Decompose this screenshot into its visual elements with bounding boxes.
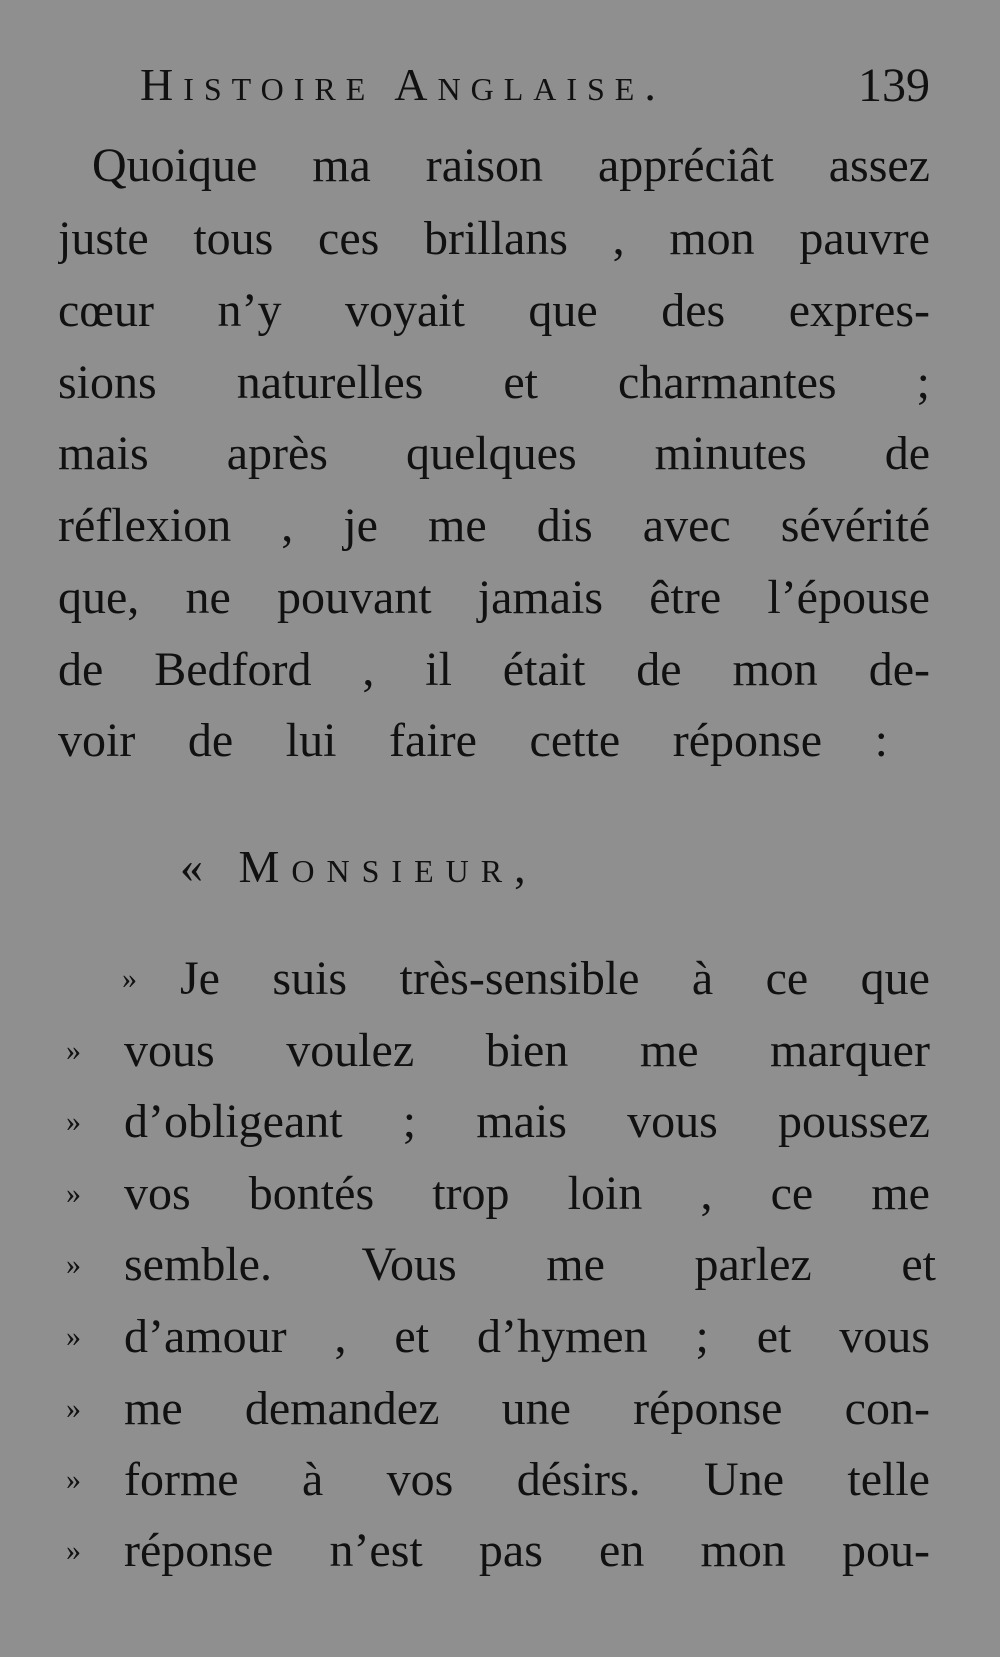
word: après [226, 427, 328, 480]
text-line [58, 425, 930, 483]
word: vos [386, 1453, 454, 1506]
word: parlez [694, 1238, 812, 1291]
word: il [425, 643, 452, 696]
word: désirs. [516, 1453, 641, 1506]
word: de [58, 643, 104, 696]
word: bien [485, 1024, 569, 1077]
word: telle [847, 1453, 930, 1506]
word: semble. [124, 1238, 272, 1291]
word: être [649, 571, 722, 624]
word: Une [704, 1453, 784, 1506]
word: n’y [217, 284, 282, 337]
word: réponse [672, 714, 822, 767]
word: réponse [633, 1382, 783, 1435]
word: et [503, 356, 538, 409]
word: sions [58, 356, 157, 409]
word: con- [844, 1382, 930, 1435]
word: et [394, 1310, 430, 1363]
word: suis [272, 952, 348, 1005]
word: faire [389, 714, 477, 767]
word: juste [58, 212, 149, 265]
letter-line [124, 1022, 930, 1080]
word: pauvre [799, 212, 930, 265]
word: sévérité [780, 499, 930, 552]
word: à [691, 952, 714, 1005]
letter-line [124, 1236, 936, 1294]
quote-mark: » [66, 1034, 81, 1067]
word: loin [567, 1167, 643, 1220]
word: mais [58, 427, 149, 480]
word: poussez [777, 1095, 930, 1148]
word: , [281, 499, 294, 552]
word: raison [425, 139, 544, 192]
word: vos [124, 1167, 191, 1220]
word: pas [478, 1524, 543, 1577]
word: me [639, 1024, 699, 1077]
word: Vous [361, 1238, 457, 1291]
word: ; [695, 1310, 709, 1363]
word: d’amour [124, 1310, 287, 1363]
word: vous [124, 1024, 215, 1077]
word: minutes [654, 427, 807, 480]
word: dis [536, 499, 593, 552]
quote-mark: » [66, 1105, 81, 1138]
word: ce [765, 952, 809, 1005]
word: , [362, 643, 375, 696]
word: brillans [423, 212, 568, 265]
word: une [501, 1382, 571, 1435]
letter-line [124, 1451, 930, 1509]
letter-line [124, 1380, 930, 1438]
text-line [58, 641, 930, 699]
word: pouvant [276, 571, 432, 624]
word: ces [318, 212, 380, 265]
word: était [502, 643, 586, 696]
word: et [901, 1238, 936, 1291]
word: Quoique [92, 139, 258, 192]
quote-mark: » [66, 1534, 81, 1567]
word: assez [828, 139, 930, 192]
word: je [343, 499, 378, 552]
word: de [884, 427, 930, 480]
text-line [92, 137, 930, 195]
word: ce [770, 1167, 814, 1220]
quote-mark: » [66, 1320, 81, 1353]
word: n’est [329, 1524, 423, 1577]
text-line [58, 712, 888, 770]
word: réponse [124, 1524, 274, 1577]
word: : [874, 714, 888, 767]
word: quelques [406, 427, 577, 480]
text-line [58, 210, 930, 268]
word: que [528, 284, 598, 337]
word: mon [700, 1524, 786, 1577]
word: voir [58, 714, 136, 767]
word: me [871, 1167, 930, 1220]
letter-line [124, 1093, 930, 1151]
word: forme [124, 1453, 239, 1506]
word: mon [732, 643, 818, 696]
word: demandez [244, 1382, 440, 1435]
word: appréciât [597, 139, 774, 192]
word: avec [642, 499, 731, 552]
running-header [140, 58, 930, 128]
word: me [546, 1238, 605, 1291]
word: charmantes [618, 356, 837, 409]
word: trop [432, 1167, 510, 1220]
text-line [58, 497, 930, 555]
letter-line [124, 1165, 930, 1223]
word: me [124, 1382, 183, 1435]
word: et [756, 1310, 792, 1363]
word: expres- [788, 284, 930, 337]
word: lui [285, 714, 337, 767]
word: , [334, 1310, 347, 1363]
word: me [428, 499, 487, 552]
word: que [860, 952, 930, 1005]
quote-mark: » [66, 1248, 81, 1281]
word: Je [180, 952, 220, 1005]
word: bontés [248, 1167, 375, 1220]
word: à [301, 1453, 324, 1506]
word: en [599, 1524, 645, 1577]
word: mon [669, 212, 755, 265]
quote-mark: » [66, 1463, 81, 1496]
word: Bedford [154, 643, 312, 696]
running-title: Histoire Anglaise. [140, 59, 666, 110]
letter-salutation: « Monsieur, [180, 841, 538, 892]
word: vous [627, 1095, 718, 1148]
word: vous [839, 1310, 930, 1363]
letter-line [124, 1308, 930, 1366]
letter-line [180, 950, 930, 1008]
quote-mark: » [66, 1177, 81, 1210]
word: d’obligeant [124, 1095, 343, 1148]
word: voyait [344, 284, 465, 337]
word: tous [193, 212, 274, 265]
quote-mark: » [122, 962, 137, 995]
word: ma [312, 139, 371, 192]
word: mais [476, 1095, 567, 1148]
word: , [612, 212, 625, 265]
word: de- [868, 643, 930, 696]
word: de [636, 643, 682, 696]
word: des [661, 284, 726, 337]
word: marquer [770, 1024, 930, 1077]
word: ; [916, 356, 930, 409]
word: jamais [477, 571, 604, 624]
word: voulez [286, 1024, 415, 1077]
word: d’hymen [476, 1310, 648, 1363]
quote-mark: » [66, 1392, 81, 1425]
word: ne [185, 571, 231, 624]
word: de [187, 714, 234, 767]
letter-line [124, 1522, 930, 1580]
text-line [58, 282, 930, 340]
word: cette [529, 714, 621, 767]
word: très-sensible [399, 952, 640, 1005]
word: naturelles [236, 356, 424, 409]
word: que, [58, 571, 140, 624]
word: ; [402, 1095, 417, 1148]
word: pou- [842, 1524, 930, 1577]
word: cœur [58, 284, 154, 337]
word: l’épouse [767, 571, 930, 624]
text-line [58, 354, 930, 412]
page-number: 139 [858, 59, 930, 112]
text-line [58, 569, 930, 627]
word: réflexion [58, 499, 232, 552]
word: , [700, 1167, 713, 1220]
